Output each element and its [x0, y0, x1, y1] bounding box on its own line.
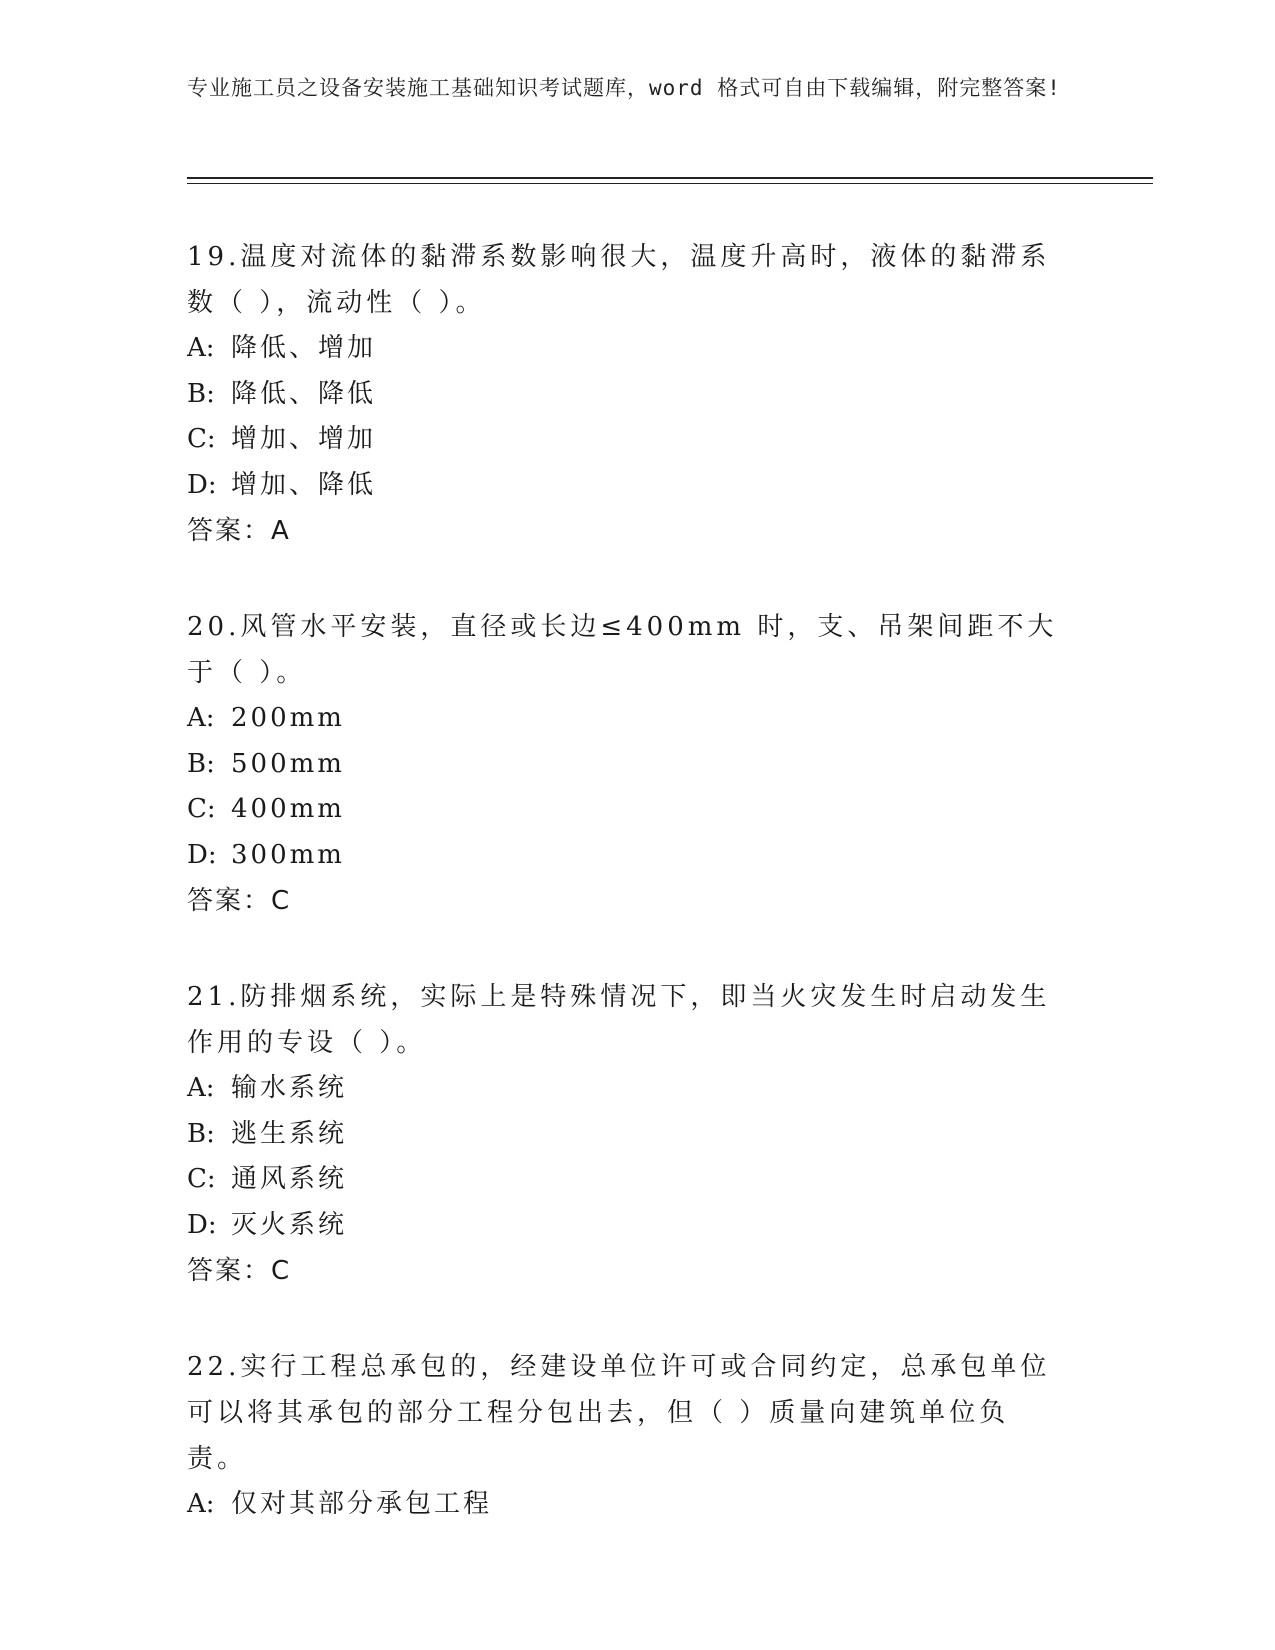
- option-text: 通风系统: [231, 1164, 348, 1194]
- option-text: 400mm: [231, 794, 345, 824]
- option-d: [187, 1203, 1067, 1249]
- option-key: A:: [187, 333, 215, 363]
- option-text: 200mm: [231, 703, 345, 733]
- option-text: 增加、增加: [231, 424, 377, 454]
- option-c: [187, 417, 1067, 463]
- header-divider-thick: [187, 177, 1153, 179]
- answer-line: 答案：A: [187, 516, 291, 546]
- option-key: A:: [187, 1489, 215, 1519]
- option-key: C:: [187, 1164, 216, 1194]
- option-text: 降低、降低: [231, 378, 377, 409]
- option-a: [187, 1482, 1067, 1528]
- option-text: 逃生系统: [231, 1118, 348, 1149]
- option-key: D:: [187, 1209, 217, 1240]
- option-b: [187, 742, 1067, 788]
- option-c: [187, 1157, 1067, 1203]
- question-list: [187, 234, 1067, 1578]
- question-22: [187, 1344, 1067, 1528]
- option-key: B:: [187, 748, 215, 779]
- document-header: 专业施工员之设备安装施工基础知识考试题库，word 格式可自由下载编辑，附完整答案!: [187, 76, 1061, 100]
- option-key: B:: [187, 1118, 215, 1149]
- option-key: D:: [187, 839, 217, 870]
- question-19: [187, 234, 1067, 554]
- question-text: 22.实行工程总承包的，经建设单位许可或合同约定，总承包单位可以将其承包的部分工程分包出去，但（ ）质量向建筑单位负责。: [187, 1352, 1051, 1474]
- option-text: 仅对其部分承包工程: [231, 1489, 493, 1519]
- option-b: [187, 372, 1067, 418]
- option-key: C:: [187, 794, 216, 824]
- option-d: [187, 463, 1067, 509]
- option-d: [187, 833, 1067, 879]
- option-a: [187, 1066, 1067, 1112]
- question-text: 19.温度对流体的黏滞系数影响很大，温度升高时，液体的黏滞系数（ ），流动性（ ）。: [187, 242, 1051, 318]
- option-text: 500mm: [231, 748, 345, 779]
- option-a: [187, 326, 1067, 372]
- option-key: A:: [187, 703, 215, 733]
- option-key: C:: [187, 424, 216, 454]
- option-b: [187, 1112, 1067, 1158]
- option-key: B:: [187, 378, 215, 409]
- option-text: 降低、增加: [231, 333, 377, 363]
- question-text: 21.防排烟系统，实际上是特殊情况下，即当火灾发生时启动发生作用的专设（ ）。: [187, 982, 1051, 1058]
- option-key: A:: [187, 1073, 215, 1103]
- header-divider-thin: [187, 183, 1153, 184]
- option-c: [187, 787, 1067, 833]
- question-20: [187, 604, 1067, 924]
- option-text: 输水系统: [231, 1073, 348, 1103]
- answer-line: 答案：C: [187, 1256, 292, 1286]
- answer-line: 答案：C: [187, 886, 292, 916]
- option-a: [187, 696, 1067, 742]
- question-21: [187, 974, 1067, 1294]
- option-text: 灭火系统: [231, 1209, 348, 1240]
- option-key: D:: [187, 469, 217, 500]
- option-text: 增加、降低: [231, 469, 377, 500]
- question-text: 20.风管水平安装，直径或长边≤400mm 时，支、吊架间距不大于（ ）。: [187, 612, 1058, 688]
- option-text: 300mm: [231, 839, 345, 870]
